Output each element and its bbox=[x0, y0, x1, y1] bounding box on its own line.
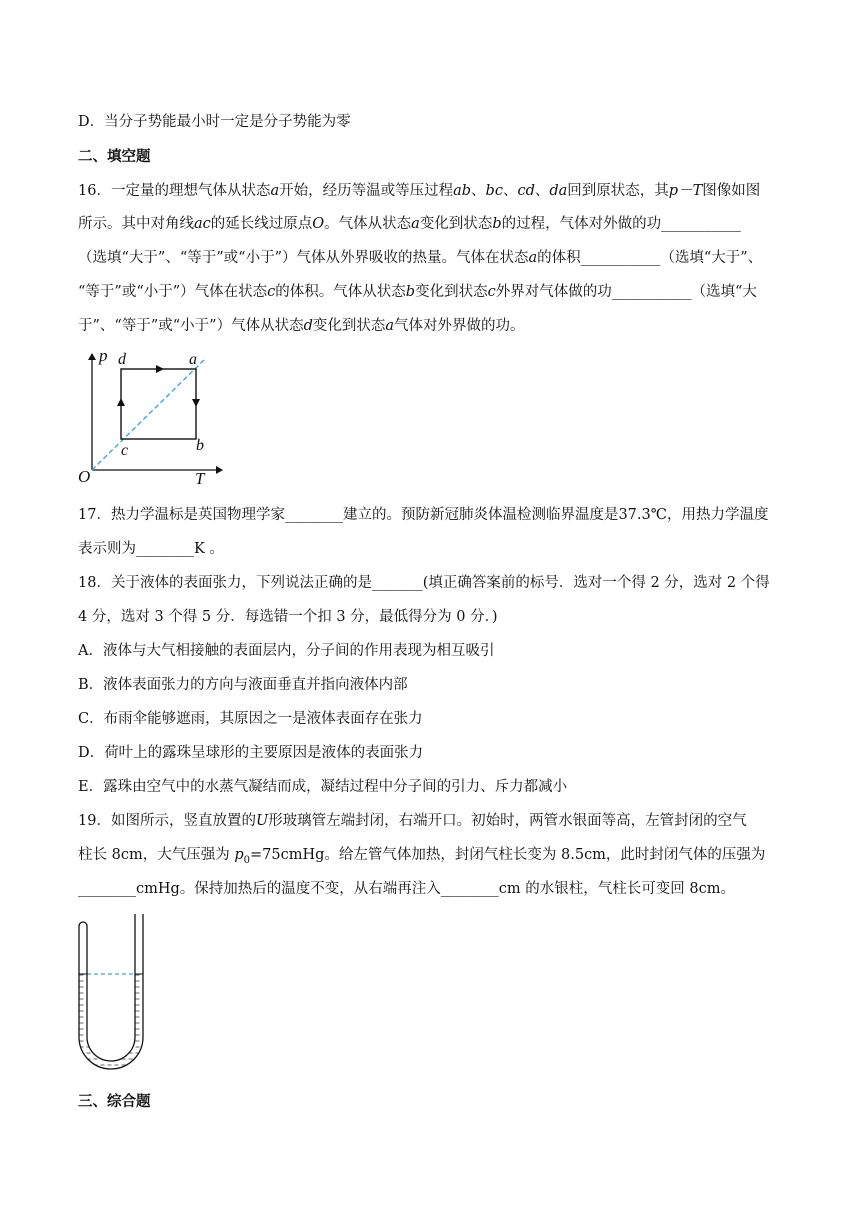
q16-text: 的体积。气体从状态 bbox=[275, 284, 406, 300]
q16-var-pT: p－T bbox=[668, 183, 703, 199]
q16-text: 变化到状态 bbox=[312, 318, 386, 334]
label-d: d bbox=[118, 351, 126, 368]
q16-var-a: a bbox=[270, 183, 280, 199]
q16-text: “等于”或“小于”）气体在状态 bbox=[78, 284, 268, 300]
q16-var-a: a bbox=[385, 318, 395, 334]
q19-var-U: U bbox=[255, 813, 269, 829]
section-title-comprehensive: 三、综合题 bbox=[78, 1093, 151, 1110]
q16-var-O: O bbox=[312, 216, 325, 232]
q16-var-c: c bbox=[267, 284, 276, 300]
q19-line-3: ________cmHg。保持加热后的温度不变，从右端再注入________cm 的水银柱，气柱长可变回 8cm。 bbox=[78, 881, 735, 897]
q19-text: 19．如图所示，竖直放置的 bbox=[78, 813, 256, 829]
q16-text: 16．一定量的理想气体从状态 bbox=[78, 183, 271, 199]
q16-text: 回到原状态，其 bbox=[567, 183, 669, 199]
q16-var-c: c bbox=[487, 284, 496, 300]
q18-option-b: B．液体表面张力的方向与液面垂直并指向液体内部 bbox=[78, 677, 408, 693]
q18-option-a: A．液体与大气相接触的表面层内，分子间的作用表现为相互吸引 bbox=[78, 643, 495, 659]
q18-option-d: D．荷叶上的露珠呈球形的主要原因是液体的表面张力 bbox=[78, 745, 424, 761]
q18-line-2: 4 分，选对 3 个得 5 分．每选错一个扣 3 分，最低得分为 0 分．) bbox=[78, 609, 498, 625]
q16-text: 的延长线过原点 bbox=[210, 216, 313, 232]
q16-line-2 bbox=[78, 214, 741, 234]
q16-line-4 bbox=[78, 282, 757, 302]
q16-text: 的过程，气体对外做的功___________ bbox=[501, 216, 741, 232]
q16-sep: 、 bbox=[534, 183, 550, 199]
label-c: c bbox=[121, 442, 129, 459]
q17-line-2: 表示则为________K 。 bbox=[78, 541, 224, 557]
label-a: a bbox=[189, 351, 197, 368]
q18-option-c: C．布雨伞能够遮雨，其原因之一是液体表面存在张力 bbox=[78, 711, 423, 727]
q16-line-5 bbox=[78, 316, 525, 336]
q16-var-b: b bbox=[492, 216, 502, 232]
q17-line-1: 17．热力学温标是英国物理学家________建立的。预防新冠肺炎体温检测临界温度是37.3℃，用热力学温度 bbox=[78, 507, 769, 523]
q19-text: =75cmHg。给左管气体加热，封闭气柱长变为 8.5cm，此时封闭气体的压强为 bbox=[250, 847, 766, 863]
q16-text: 开始，经历等温或等压过程 bbox=[279, 183, 454, 199]
q18-line-1: 18．关于液体的表面张力，下列说法正确的是_______(填正确答案前的标号．选对一个得 2 分，选对 2 个得 bbox=[78, 575, 770, 591]
q16-text: 气体对外界做的功。 bbox=[394, 318, 525, 334]
q16-line-3 bbox=[78, 248, 762, 268]
q15-option-d: D．当分子势能最小时一定是分子势能为零 bbox=[78, 114, 351, 130]
label-b: b bbox=[196, 437, 204, 454]
arrow-c-to-d bbox=[117, 398, 125, 406]
section-title-fill-in: 二、填空题 bbox=[78, 148, 151, 165]
q16-sep: 、 bbox=[471, 183, 486, 199]
q16-var-cd: cd bbox=[517, 183, 535, 199]
q16-sep: 、 bbox=[502, 183, 518, 199]
q16-var-a: a bbox=[528, 250, 538, 266]
label-O: O bbox=[78, 467, 91, 486]
diagonal-ac-dashed bbox=[92, 358, 206, 470]
arrow-a-to-b bbox=[192, 399, 200, 407]
q16-text: 于”、“等于”或“小于”）气体从状态 bbox=[78, 318, 304, 334]
q19-text: 柱长 8cm，大气压强为 bbox=[78, 847, 235, 863]
q19-line-1 bbox=[78, 811, 747, 831]
q16-var-ab: ab bbox=[453, 183, 472, 199]
q19-text: 形玻璃管左端封闭，右端开口。初始时，两管水银面等高，左管封闭的空气 bbox=[268, 813, 747, 829]
q19-var-p0: p bbox=[234, 847, 244, 863]
q16-var-b: b bbox=[405, 284, 416, 300]
q16-text: （选填“大于”、“等于”或“小于”）气体从外界吸收的热量。气体在状态 bbox=[78, 250, 529, 266]
q16-text: 变化到状态 bbox=[419, 216, 493, 232]
q16-var-a: a bbox=[411, 216, 420, 232]
q16-var-da: da bbox=[549, 183, 568, 199]
q16-text: 的体积___________（选填“大于”、 bbox=[537, 250, 763, 266]
q16-var-bc: bc bbox=[485, 183, 503, 199]
q16-line-1 bbox=[78, 181, 760, 201]
tube-left-inner-wall bbox=[87, 914, 135, 1061]
q19-var-p0-subscript: 0 bbox=[243, 854, 250, 866]
q16-text: 变化到状态 bbox=[415, 284, 488, 300]
q16-var-d: d bbox=[303, 318, 313, 334]
label-p: p bbox=[99, 348, 108, 365]
q16-text: 。气体从状态 bbox=[324, 216, 412, 232]
q16-text: 图像如图 bbox=[702, 183, 761, 199]
u-tube-diagram bbox=[72, 912, 162, 1080]
mercury-column bbox=[79, 974, 143, 1069]
q18-option-e: E．露珠由空气中的水蒸气凝结而成，凝结过程中分子间的引力、斥力都减小 bbox=[78, 779, 568, 795]
label-T: T bbox=[195, 469, 205, 486]
q19-line-2 bbox=[78, 845, 765, 871]
q16-text: 所示。其中对角线 bbox=[78, 216, 194, 232]
pT-diagram bbox=[72, 348, 232, 486]
arrow-d-to-a bbox=[156, 365, 164, 373]
q16-var-ac: ac bbox=[194, 216, 211, 232]
q16-text: 外界对气体做的功___________（选填“大 bbox=[495, 284, 757, 300]
